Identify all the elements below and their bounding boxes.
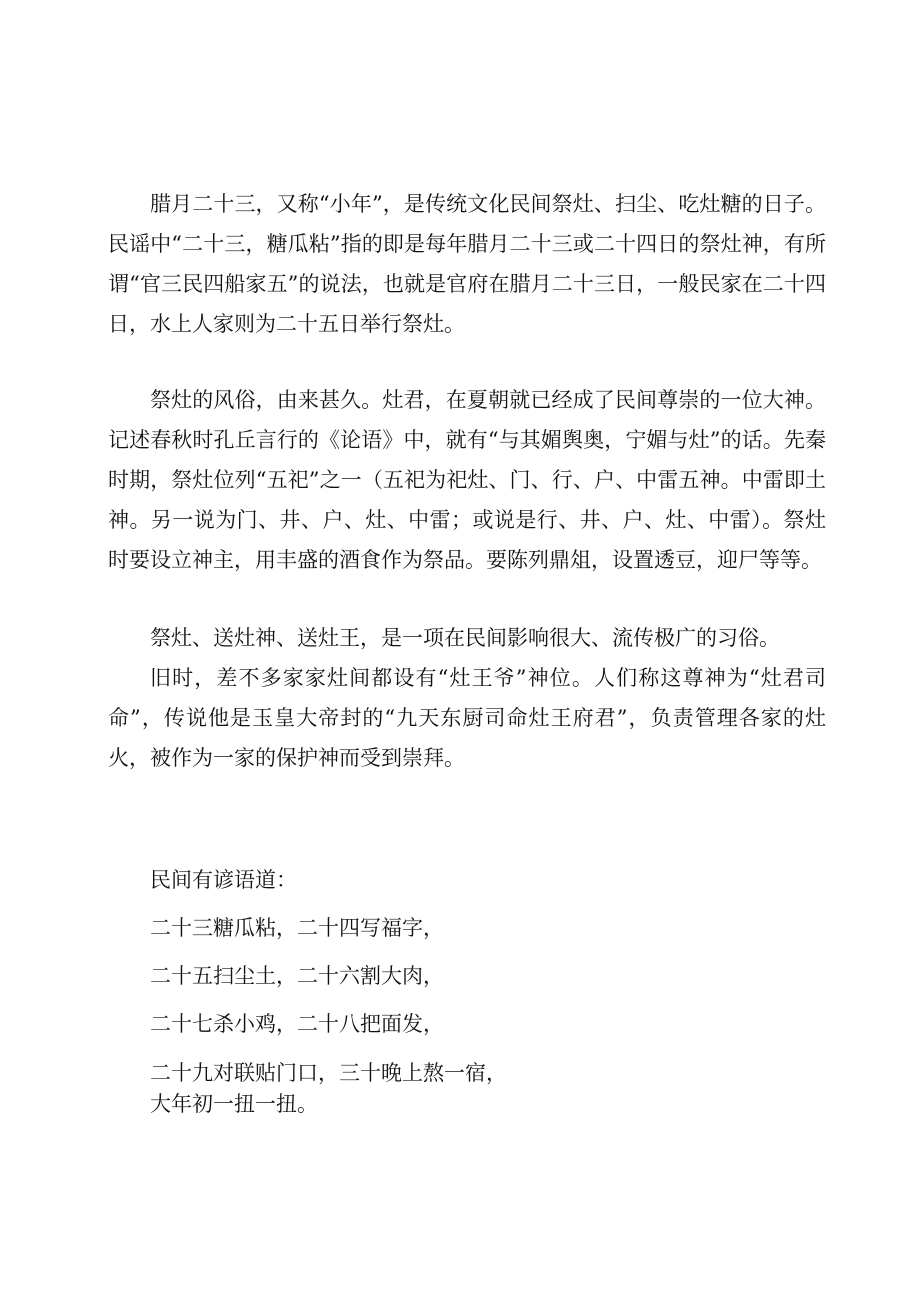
- paragraph-xiaonian-intro: 腊月二十三，又称“小年”，是传统文化民间祭灶、扫尘、吃灶糖的日子。民谣中“二十三，糖瓜粘”指的即是每年腊月二十三或二十四日的祭灶神，有所谓“官三民四船家五”的说法，也就是官府在腊月二十三日，一般民家在二十四日，水上人家则为二十五日举行祭灶。: [108, 192, 826, 336]
- paragraph-custom-summary: 祭灶、送灶神、送灶王，是一项在民间影响很大、流传极广的习俗。: [150, 626, 780, 650]
- saying-line: 二十五扫尘土，二十六割大肉，: [150, 964, 444, 988]
- paragraph-zaojun-history: 祭灶的风俗，由来甚久。灶君，在夏朝就已经成了民间尊崇的一位大神。记述春秋时孔丘言行的《论语》中，就有“与其媚舆奥，宁媚与灶”的话。先秦时期，祭灶位列“五祀”之一（五祀为祀灶、门、行、户、中雷五神。中雷即土神。另一说为门、井、户、灶、中雷；或说是行、井、户、灶、中雷）。祭灶时要设立神主，用丰盛的酒食作为祭品。要陈列鼎俎，设置透豆，迎尸等等。: [108, 388, 826, 572]
- saying-line: 大年初一扭一扭。: [150, 1092, 318, 1116]
- saying-line: 二十七杀小鸡，二十八把面发，: [150, 1012, 444, 1036]
- saying-line: 二十九对联贴门口，三十晚上熬一宿，: [150, 1061, 507, 1085]
- paragraph-zaowangye: 旧时，差不多家家灶间都设有“灶王爷”神位。人们称这尊神为“灶君司命”，传说他是玉皇大帝封的“九天东厨司命灶王府君”，负责管理各家的灶火，被作为一家的保护神而受到崇拜。: [108, 666, 826, 770]
- saying-intro: 民间有谚语道：: [150, 868, 297, 892]
- saying-line: 二十三糖瓜粘，二十四写福字，: [150, 916, 444, 940]
